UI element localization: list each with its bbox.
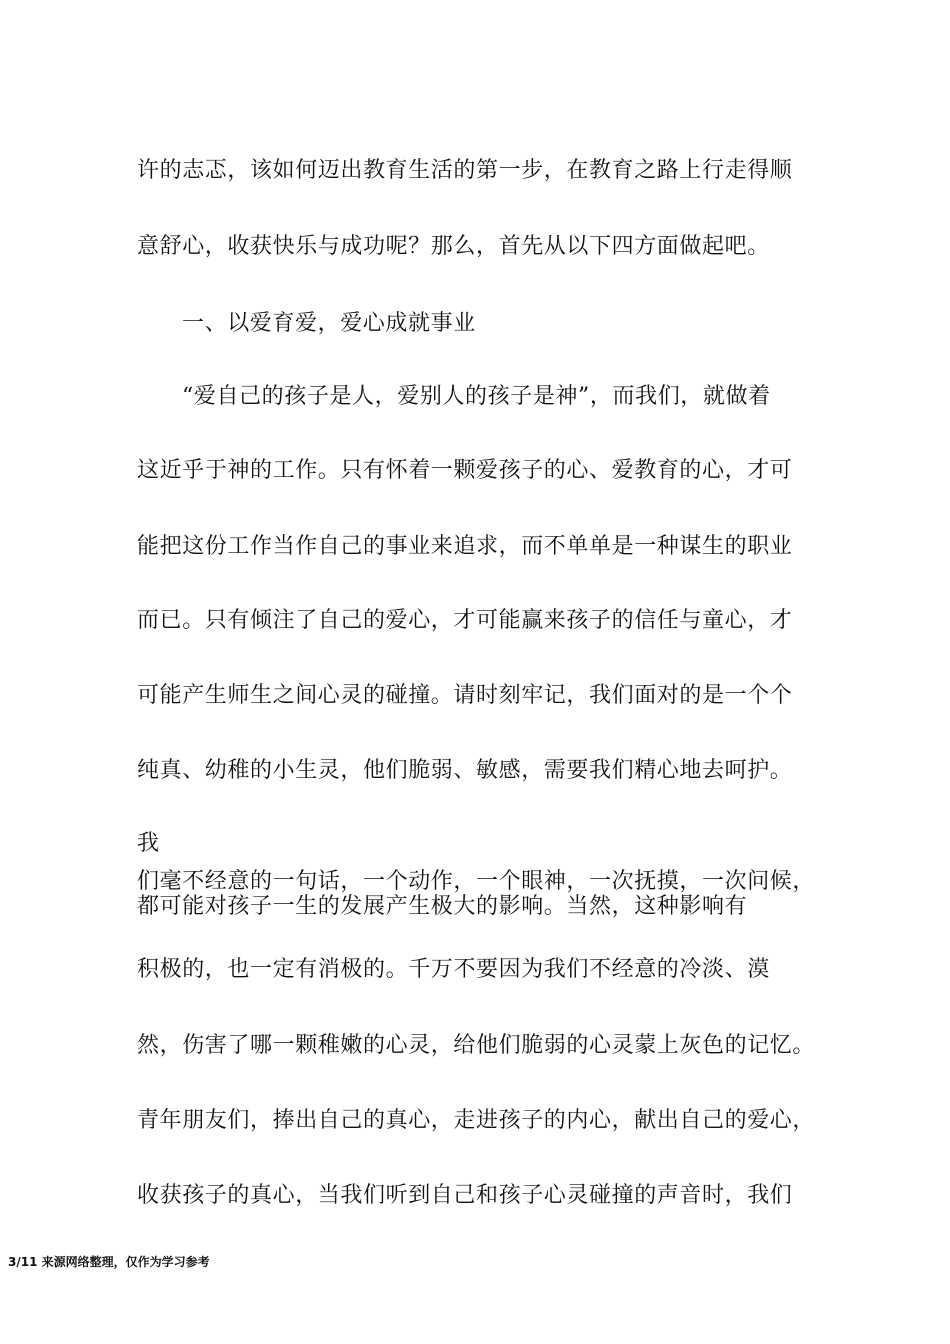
paragraph-line: 们毫不经意的一句话，一个动作，一个眼神，一次抚摸，一次问候， [137,869,816,894]
paragraph-line: 意舒心，收获快乐与成功呢？那么，首先从以下四方面做起吧。 [137,234,770,259]
paragraph-line: 可能产生师生之间心灵的碰撞。请时刻牢记，我们面对的是一个个 [137,683,793,708]
section-heading: 一、以爱育爱，爱心成就事业 [182,311,476,336]
paragraph-line: 许的志忑，该如何迈出教育生活的第一步，在教育之路上行走得顺 [137,158,793,183]
paragraph-line: “爱自己的孩子是人，爱别人的孩子是神”，而我们，就做着 [182,384,771,409]
paragraph-line: 这近乎于神的工作。只有怀着一颗爱孩子的心、爱教育的心，才可 [137,458,793,483]
paragraph-line: 然，伤害了哪一颗稚嫩的心灵，给他们脆弱的心灵蒙上灰色的记忆。 [137,1033,816,1058]
paragraph-line: 纯真、幼稚的小生灵，他们脆弱、敏感，需要我们精心地去呵护。 [137,758,793,783]
page-footer: 3/11 来源网络整理，仅作为学习参考 [8,1255,210,1269]
paragraph-line: 能把这份工作当作自己的事业来追求，而不单单是一种谋生的职业 [137,534,793,559]
paragraph-line: 我 [137,831,160,856]
paragraph-line: 青年朋友们，捧出自己的真心，走进孩子的内心，献出自己的爱心， [137,1108,816,1133]
paragraph-line: 收获孩子的真心，当我们听到自己和孩子心灵碰撞的声音时，我们 [137,1183,793,1208]
paragraph-line: 而已。只有倾注了自己的爱心，才可能赢来孩子的信任与童心，才 [137,608,793,633]
paragraph-line: 积极的，也一定有消极的。千万不要因为我们不经意的冷淡、漠 [137,957,770,982]
paragraph-line: 都可能对孩子一生的发展产生极大的影响。当然，这种影响有 [137,894,748,919]
